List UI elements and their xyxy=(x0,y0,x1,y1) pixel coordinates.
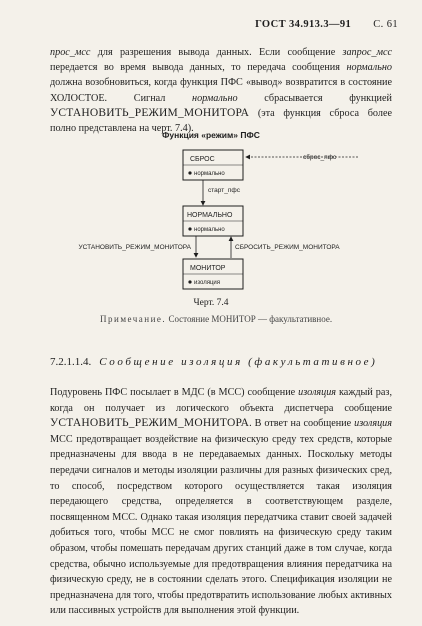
state-normalno-name: НОРМАЛЬНО xyxy=(187,212,233,219)
page-number: С. 61 xyxy=(373,19,398,30)
figure-note xyxy=(100,313,338,325)
figure-caption: Черт. 7.4 xyxy=(193,298,229,308)
standard-number: ГОСТ 34.913.3—91 xyxy=(255,19,352,30)
section-number: 7.2.1.1.4. xyxy=(50,356,92,368)
state-normalno-signal: нормально xyxy=(194,227,225,233)
function-name: УСТАНОВИТЬ_РЕЖИМ_МОНИТОРА xyxy=(50,417,250,430)
page-header xyxy=(255,19,398,30)
text-run: сбрасывается функцией xyxy=(237,92,392,104)
bullet-icon xyxy=(188,171,191,174)
state-sbros xyxy=(183,150,243,180)
term-normalno: нормально xyxy=(346,62,392,74)
label-set-monitor: УСТАНОВИТЬ_РЕЖИМ_МОНИТОРА xyxy=(78,244,191,251)
note-text: Состояние МОНИТОР — факультативное. xyxy=(168,314,333,324)
state-monitor-signal: изоляция xyxy=(194,280,221,286)
paragraph-intro xyxy=(50,45,392,136)
state-monitor-name: МОНИТОР xyxy=(190,265,226,272)
text-run: для разрешения вывода данных. Если сообщение xyxy=(90,47,343,58)
term-normalno: нормально xyxy=(192,92,238,104)
label-reset-monitor: СБРОСИТЬ_РЕЖИМ_МОНИТОРА xyxy=(235,244,340,251)
term-izolyatsiya: изоляция xyxy=(354,418,392,430)
section-title: Сообщение изоляция (факультативное) xyxy=(99,356,378,368)
text-run: (эта функция сброса более полно представлена на черт. 7.4). xyxy=(50,107,392,135)
figure-title: Функция «режим» ПФС xyxy=(162,130,260,140)
state-monitor xyxy=(183,259,243,289)
state-sbros-name: СБРОС xyxy=(190,156,215,163)
term-zapros-mss: запрос_мсс xyxy=(342,47,392,58)
state-sbros-signal: нормально xyxy=(194,171,225,177)
text-run: Подуровень ПФС посылает в МДС (в МСС) сообщение xyxy=(50,387,299,398)
label-start-pfs: старт_пфс xyxy=(208,187,240,194)
text-run: каждый раз, когда он получает из логического объекта диспетчера сообщение xyxy=(50,387,392,414)
bullet-icon xyxy=(188,280,191,283)
term-prosmss: прос_мсс xyxy=(50,47,91,58)
text-run: . В ответ на сообщение xyxy=(249,418,355,430)
term-izolyatsiya: изоляция xyxy=(298,387,337,398)
function-name: УСТАНОВИТЬ_РЕЖИМ_МОНИТОРА xyxy=(50,106,250,119)
section-heading xyxy=(50,355,392,369)
state-diagram xyxy=(0,140,422,300)
paragraph-isolation xyxy=(50,385,392,619)
label-reset-pfs: сброс_пфс xyxy=(303,154,337,161)
text-run: передается во время вывода данных, то передача сообщения xyxy=(50,62,347,74)
text-run: МСС предотвращает воздействие на физическую среду тех средств, которые предназначены для ввода в не передаваемых данных. Поскольку методы передачи сигналов и методы изоляции различны для разных физических сред, то способ, посредством которого осуществляется такая изоляция передающего средства, определяется в соответствующем разделе, посвященном МСС. Однако такая изоляция передатчика ставит своей задачей добиться того, чтобы МСС не смог повлиять на физическую среду таким образом, чтобы помешать передачам других станций даже в том случае, когда средства, обычно используемые для предотвращения влияния передатчика на физическую среду, не в состоянии сделать этого. Спецификация изоляции не предназначена для того, чтобы предотвратить использование любых активных или пассивных устройств для выполнения этой функции. xyxy=(50,433,392,617)
bullet-icon xyxy=(188,227,191,230)
state-normalno xyxy=(183,206,243,236)
text-run: должна возобновиться, когда функция ПФС «вывод» возвратится в состояние ХОЛОСТОЕ. Сигнал xyxy=(50,77,392,104)
note-label: Примечание. xyxy=(100,314,167,324)
